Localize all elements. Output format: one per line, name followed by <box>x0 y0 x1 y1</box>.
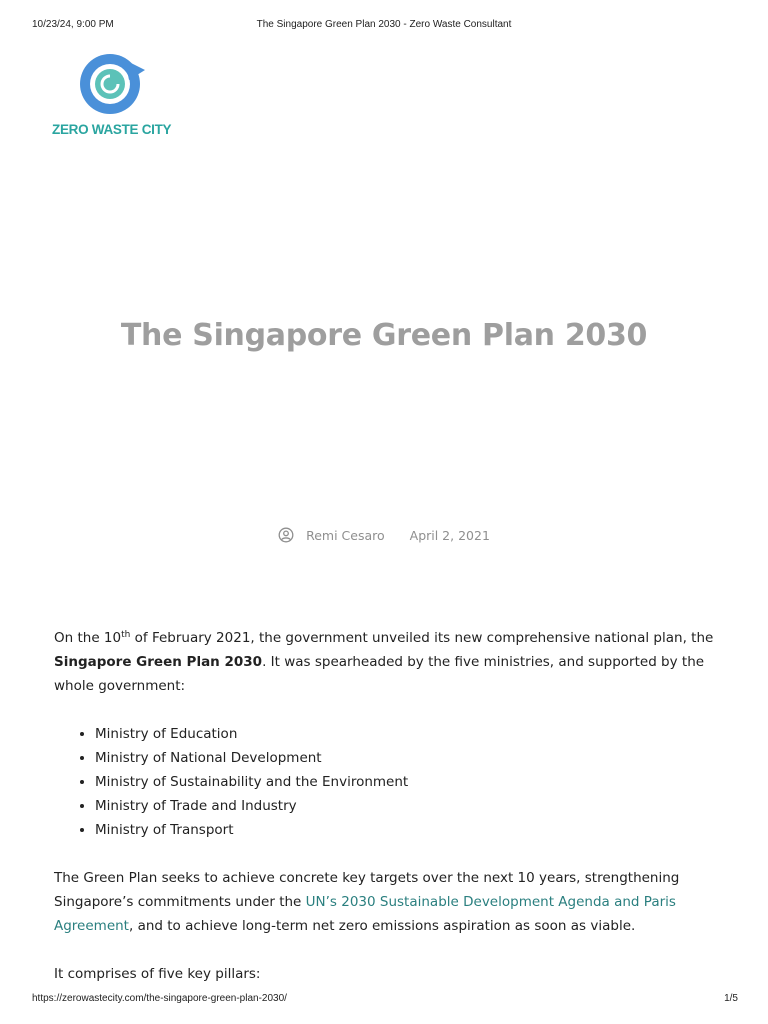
ministries-list <box>54 722 714 842</box>
targets-paragraph: The Green Plan seeks to achieve concrete key targets over the next 10 years, strengthening Singapore’s commitments under the UN’s 2030 Sustainable Development Agenda and Paris Agreement, and to achieve long-term net zero emissions aspiration as soon as viable. <box>54 870 680 934</box>
article-body <box>54 626 714 986</box>
ordinal-suffix: th <box>121 630 131 640</box>
print-header <box>0 19 768 33</box>
user-circle-icon <box>278 527 294 543</box>
plan-name: Singapore Green Plan 2030 <box>54 654 263 670</box>
author-link[interactable]: Remi Cesaro <box>306 527 385 543</box>
list-item: • Ministry of Sustainability and the Environment <box>95 770 714 794</box>
print-page-title: The Singapore Green Plan 2030 - Zero Waste Consultant <box>256 19 512 30</box>
page-title: The Singapore Green Plan 2030 <box>120 318 648 353</box>
list-item: • Ministry of Transport <box>95 818 714 842</box>
print-datetime: 10/23/24, 9:00 PM <box>32 19 114 30</box>
list-item: • Ministry of National Development <box>95 746 714 770</box>
intro-paragraph: On the 10th of February 2021, the government unveiled its new comprehensive national plan, the Singapore Green Plan 2030. It was spearheaded by the five ministries, and supported by the whole government: <box>54 630 714 694</box>
print-page-number: 1/5 <box>724 993 738 1004</box>
post-date: April 2, 2021 <box>409 527 490 543</box>
print-footer <box>0 993 768 1007</box>
post-meta <box>0 526 768 544</box>
un-agenda-link[interactable]: UN’s 2030 Sustainable Development Agenda and Paris Agreement <box>54 894 676 934</box>
recycle-arrow-icon <box>77 48 147 120</box>
logo-text: ZERO WASTE CITY <box>52 122 172 137</box>
site-logo[interactable] <box>52 48 170 144</box>
list-item: • Ministry of Education <box>95 722 714 746</box>
pillars-intro: It comprises of five key pillars: <box>54 966 261 982</box>
print-url: https://zerowastecity.com/the-singapore-green-plan-2030/ <box>32 993 287 1004</box>
list-item: • Ministry of Trade and Industry <box>95 794 714 818</box>
